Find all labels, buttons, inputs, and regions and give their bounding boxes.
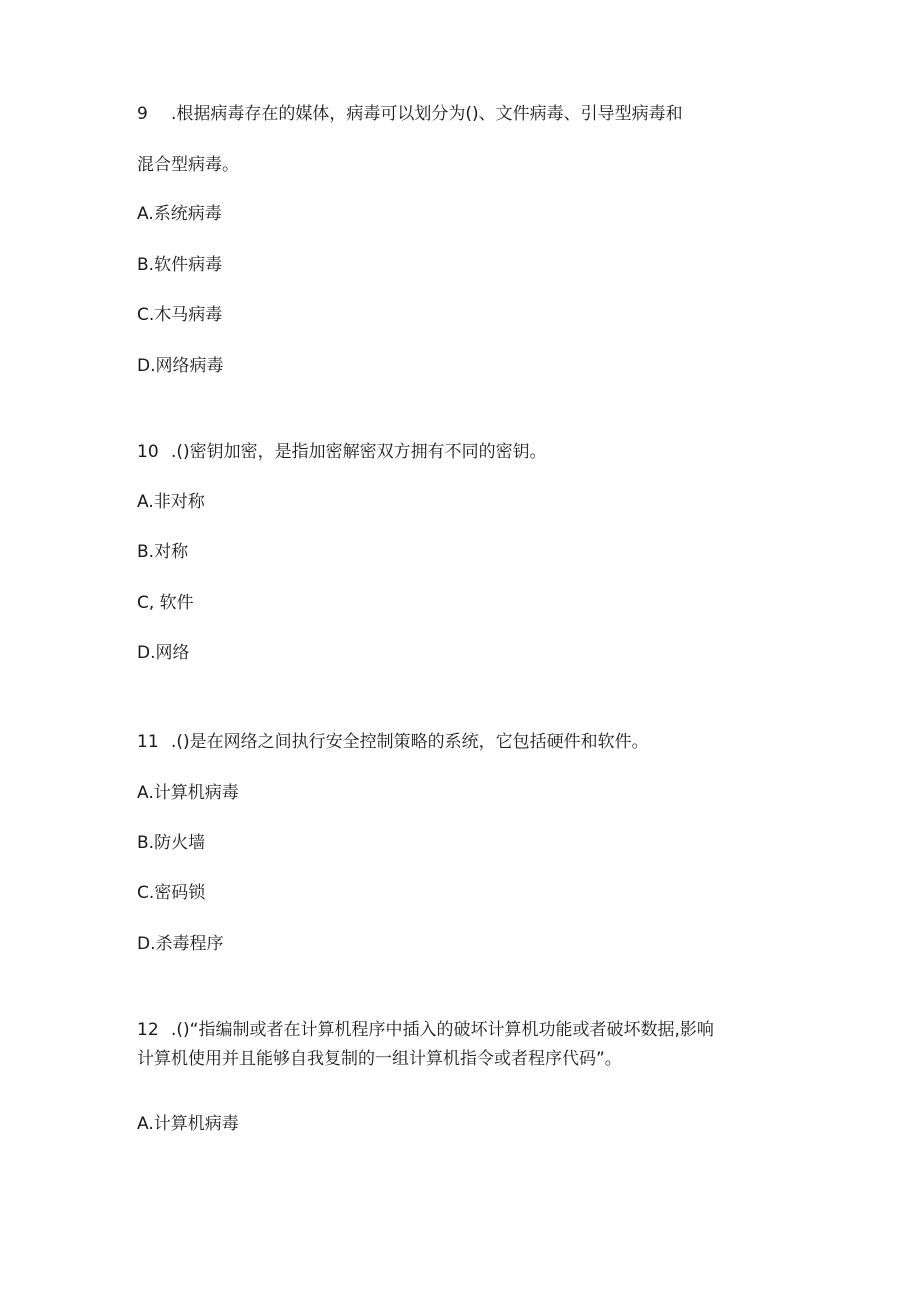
question-11-option-b: B.防火墙 — [137, 833, 206, 853]
question-9-text-line1: .根据病毒存在的媒体，病毒可以划分为()、文件病毒、引导型病毒和 — [171, 104, 683, 124]
question-10-option-d: D.网络 — [137, 643, 190, 663]
question-11-option-a: A.计算机病毒 — [137, 783, 239, 803]
question-9-option-d: D.网络病毒 — [137, 356, 224, 376]
question-11-text-line1: .()是在网络之间执行安全控制策略的系统，它包括硬件和软件。 — [171, 732, 649, 752]
question-9-stem-line2: 混合型病毒。 — [137, 155, 239, 175]
question-10-text-line1: .()密钥加密，是指加密解密双方拥有不同的密钥。 — [171, 442, 547, 462]
question-10-number: 10 — [137, 442, 159, 462]
question-9-option-c: C.木马病毒 — [137, 305, 223, 325]
question-10-option-b: B.对称 — [137, 542, 189, 562]
question-9-option-b: B.软件病毒 — [137, 255, 223, 275]
question-12-text-line1: .()“指编制或者在计算机程序中插入的破坏计算机功能或者破坏数据,影响 — [171, 1020, 714, 1040]
question-10-stem-line1 — [137, 441, 547, 463]
question-12-option-a: A.计算机病毒 — [137, 1114, 239, 1134]
question-11-stem-line1 — [137, 731, 649, 753]
question-9-number: 9 — [137, 104, 148, 124]
question-10-option-a: A.非对称 — [137, 492, 205, 512]
question-9-option-a: A.系统病毒 — [137, 204, 222, 224]
question-11-option-c: C.密码锁 — [137, 883, 206, 903]
question-12-stem-line2: 计算机使用并且能够自我复制的一组计算机指令或者程序代码”。 — [137, 1049, 622, 1069]
question-11-number: 11 — [137, 732, 159, 752]
question-11-option-d: D.杀毒程序 — [137, 934, 224, 954]
question-9-stem-line1 — [137, 103, 683, 125]
question-12-number: 12 — [137, 1020, 159, 1040]
question-12-stem-line1 — [137, 1019, 714, 1041]
question-10-option-c: C, 软件 — [137, 593, 194, 613]
